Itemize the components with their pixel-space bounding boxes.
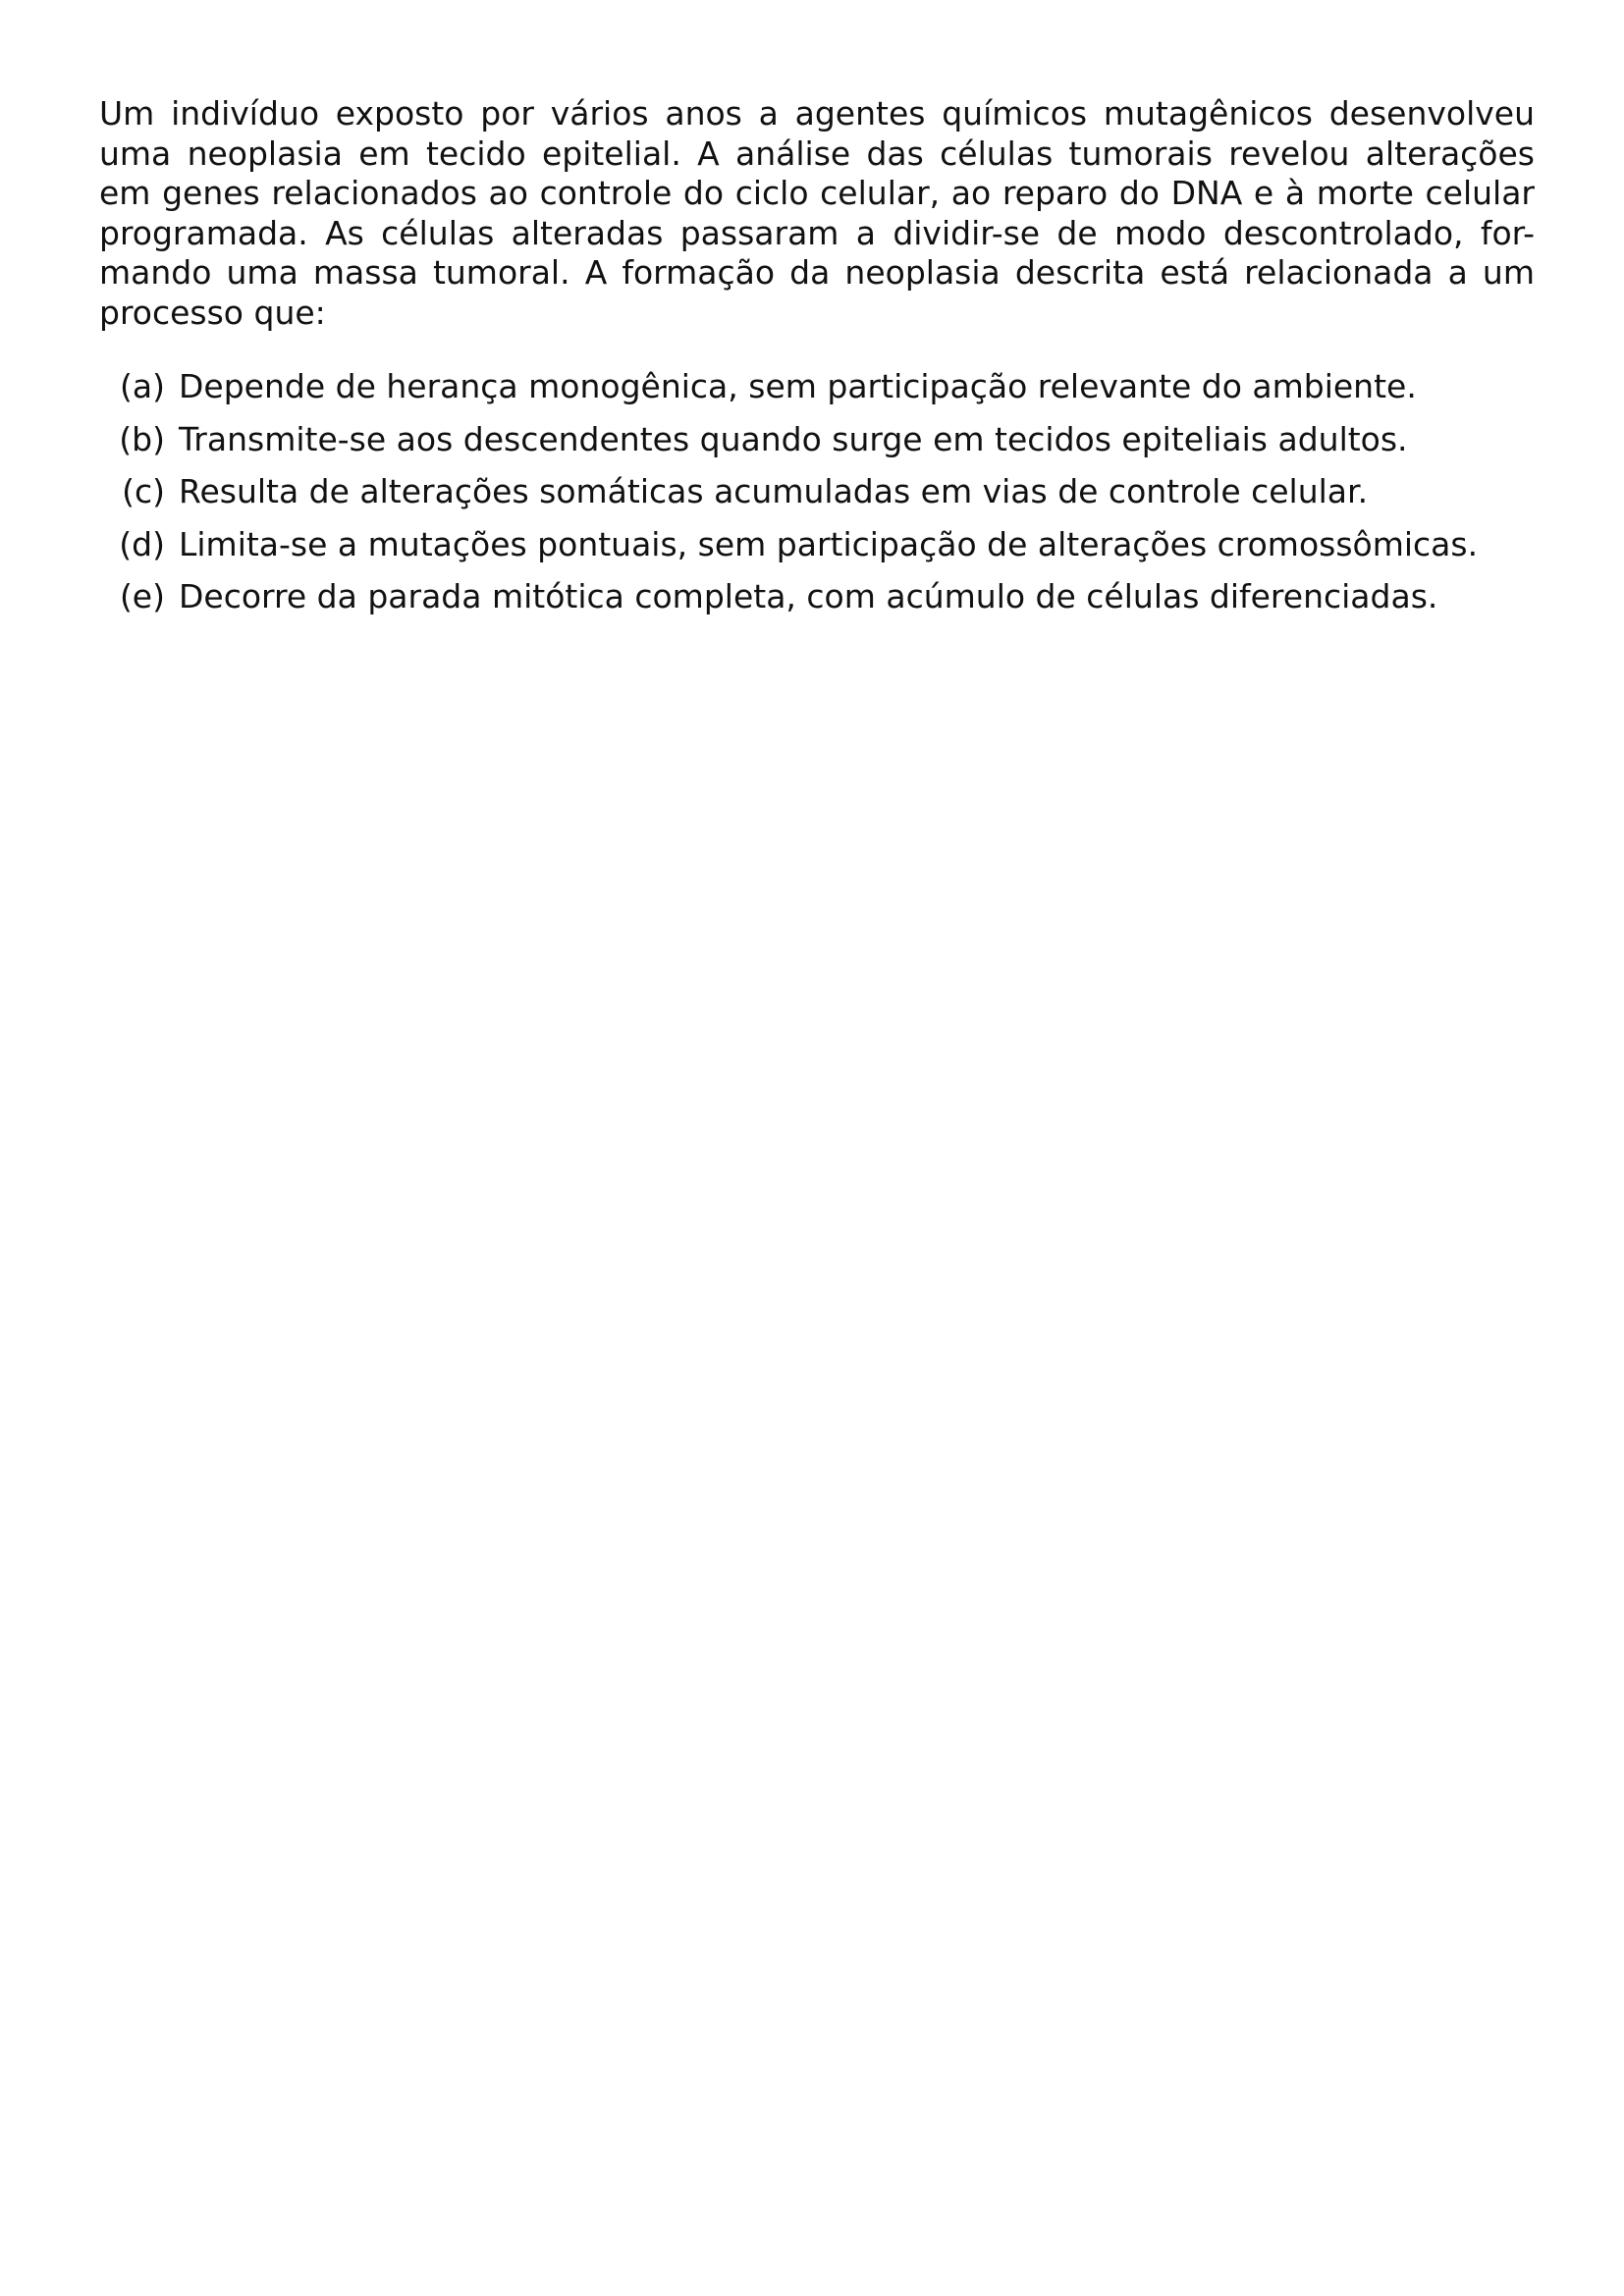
option-e <box>99 577 1535 630</box>
option-text: Decorre da parada mitótica completa, com acúmulo de células diferenciadas. <box>179 577 1438 615</box>
option-b <box>99 420 1535 473</box>
question-line: programada. As células alteradas passaram a dividir-se de modo descontrolado, for- <box>99 213 1535 252</box>
option-text: Transmite-se aos descendentes quando surge em tecidos epiteliais adultos. <box>179 419 1408 458</box>
question-line: processo que: <box>99 293 326 332</box>
option-c <box>99 472 1535 525</box>
question-line: uma neoplasia em tecido epitelial. A análise das células tumorais revelou alterações <box>99 133 1535 173</box>
question-line: Um indivíduo exposto por vários anos a agentes químicos mutagênicos desenvolveu <box>99 94 1535 133</box>
option-text: Resulta de alterações somáticas acumuladas em vias de controle celular. <box>179 472 1369 510</box>
option-text: Limita-se a mutações pontuais, sem participação de alterações cromossômicas. <box>179 524 1479 563</box>
question-line: em genes relacionados ao controle do ciclo celular, ao reparo do DNA e à morte celular <box>99 174 1535 212</box>
answer-options <box>99 367 1535 630</box>
option-marker: (a) <box>120 367 165 405</box>
option-text: Depende de herança monogênica, sem participação relevante do ambiente. <box>179 367 1417 405</box>
option-marker: (b) <box>119 419 165 458</box>
option-marker: (c) <box>122 472 165 510</box>
option-d <box>99 525 1535 578</box>
option-marker: (e) <box>119 577 165 615</box>
question-stem <box>99 94 1535 333</box>
option-a <box>99 367 1535 420</box>
question-line: mando uma massa tumoral. A formação da neoplasia descrita está relacionada a um <box>99 253 1535 292</box>
option-marker: (d) <box>119 524 165 563</box>
